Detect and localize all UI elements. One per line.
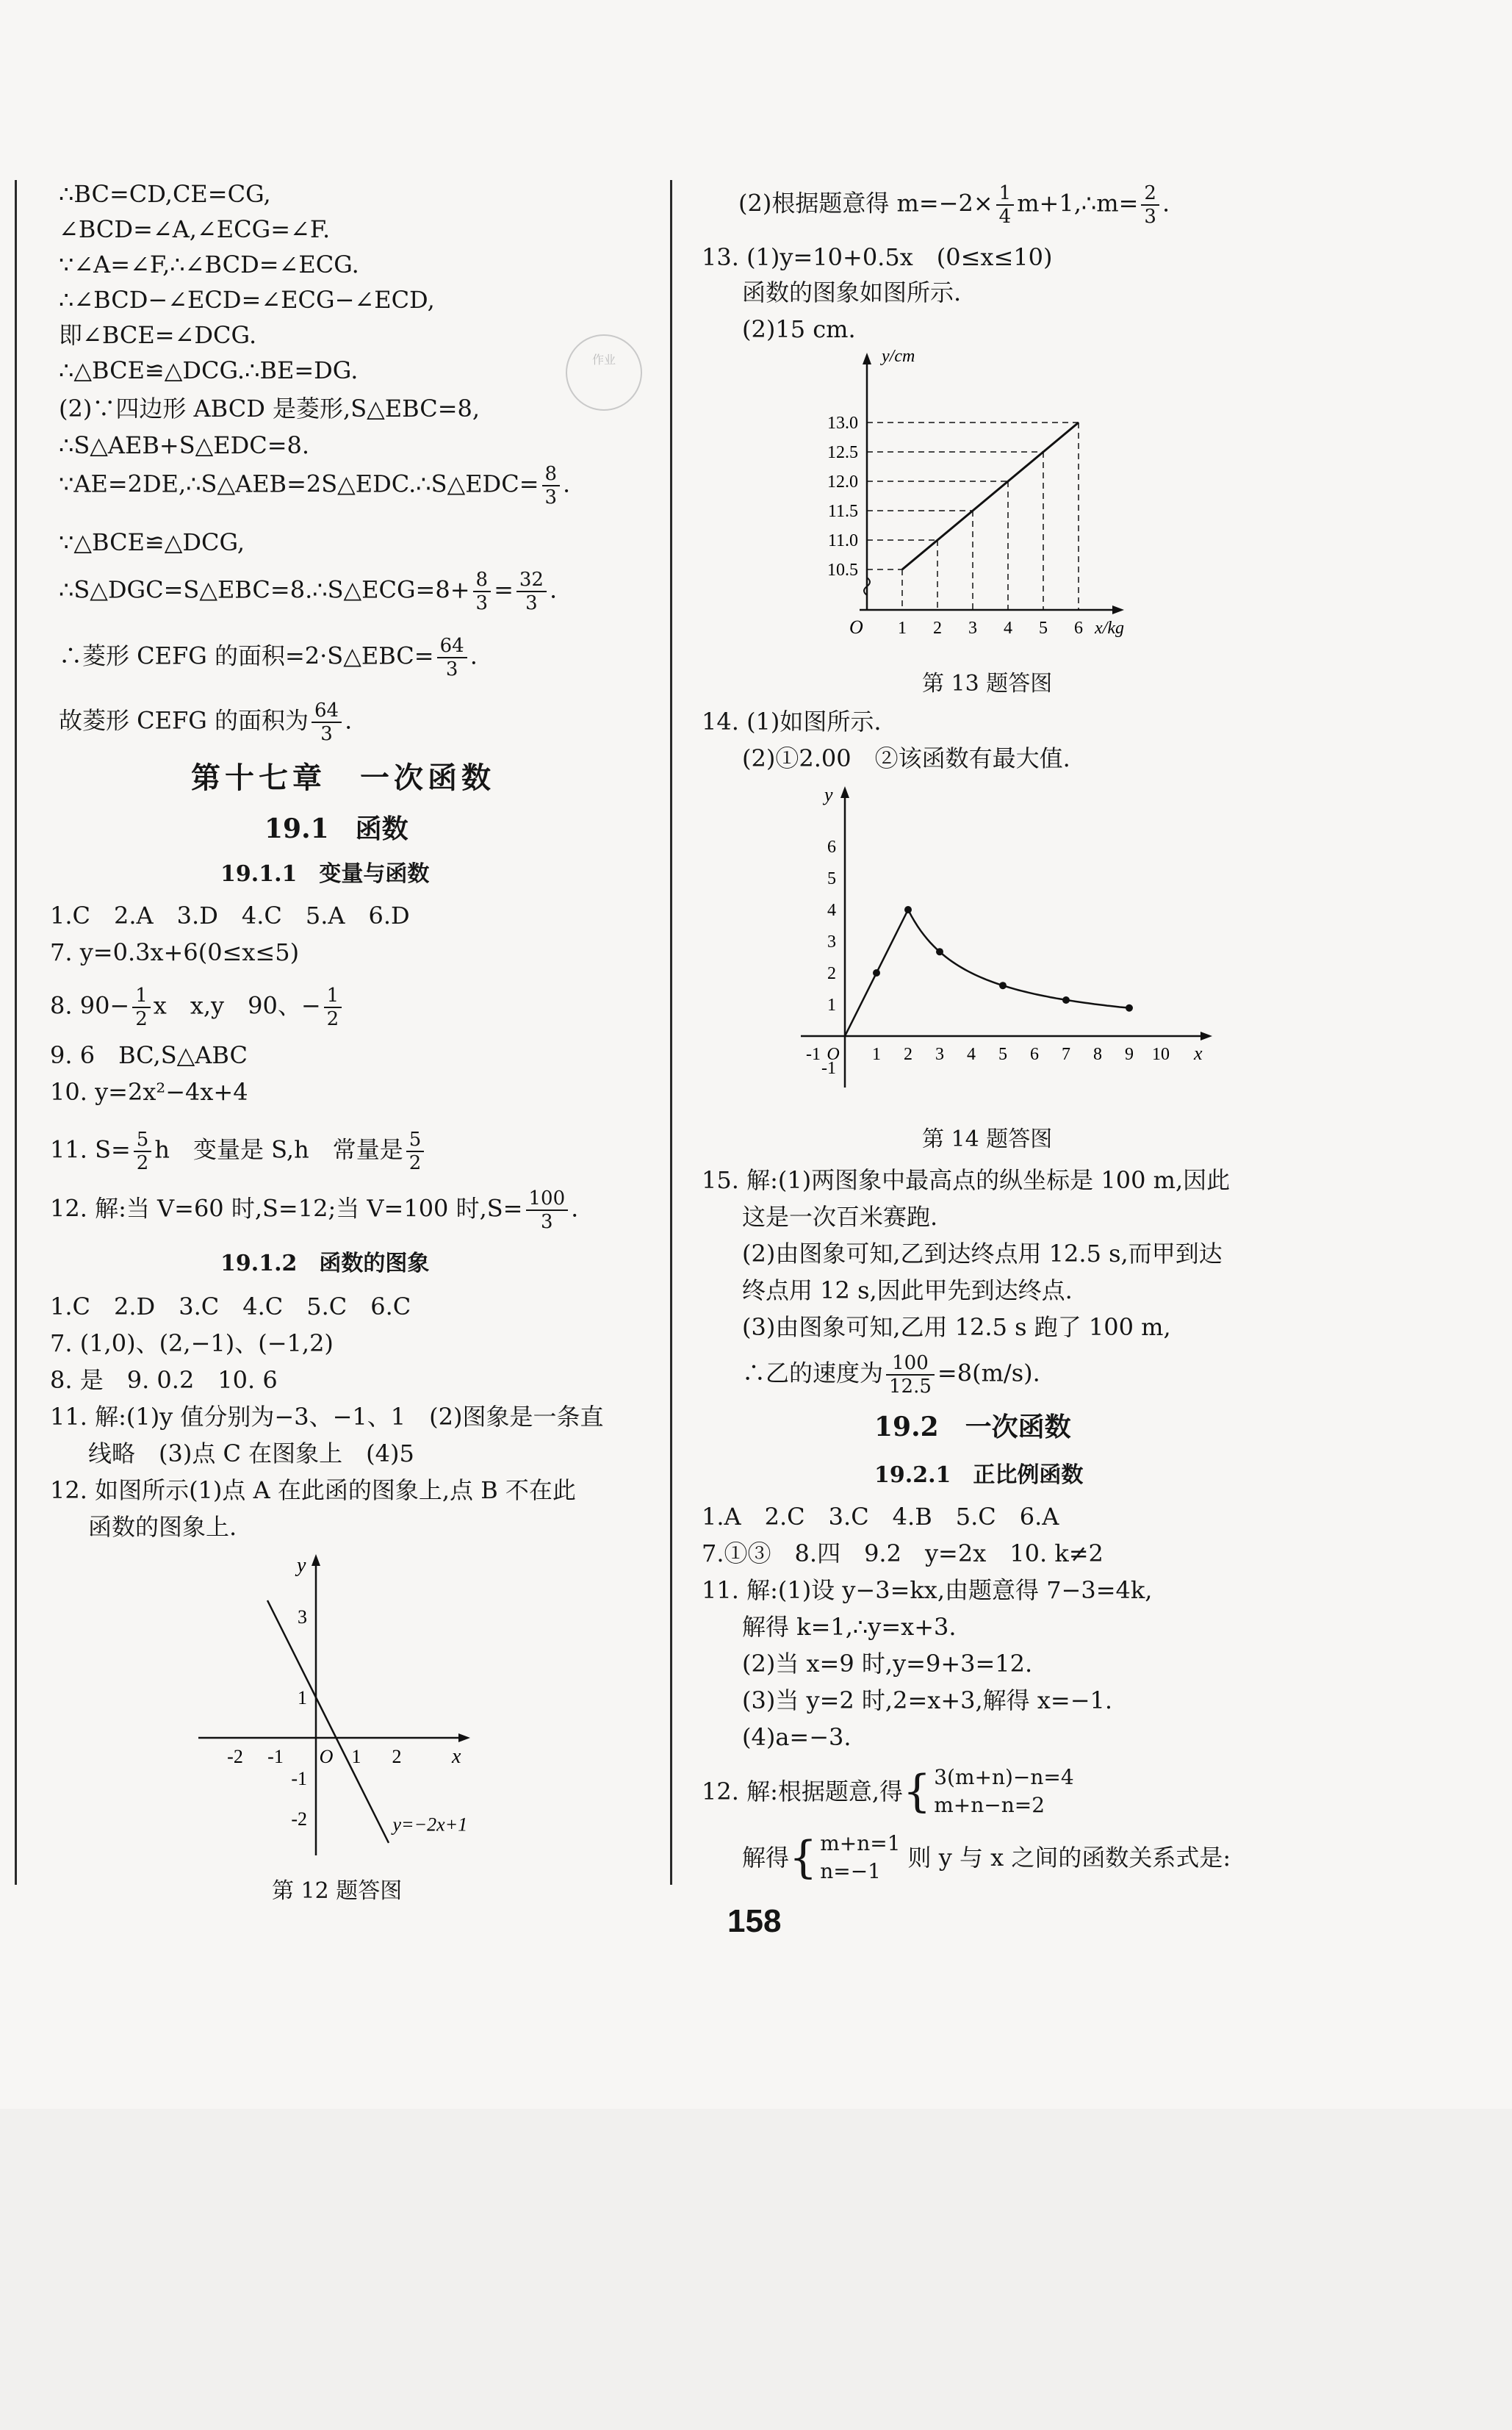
answer-9: 9. 6 BC,S△ABC — [50, 1041, 248, 1069]
x-tick-label: 7 — [1062, 1045, 1070, 1064]
x-tick-label: 6 — [1074, 619, 1083, 638]
brace: { — [903, 1766, 932, 1817]
proof-line-6: ∴△BCE≌△DCG.∴BE=DG. — [59, 356, 359, 384]
congruent-line: ∵△BCE≌△DCG, — [59, 528, 245, 556]
data-point — [873, 969, 880, 977]
figure-14-caption: 第 14 题答图 — [922, 1126, 1053, 1152]
proof-line-7: (2)∵四边形 ABCD 是菱形,S△EBC=8, — [59, 395, 480, 423]
section-19-2-title: 19.2 一次函数 — [874, 1412, 1071, 1442]
y-tick-label: 10.5 — [827, 561, 858, 580]
x-tick-label: 5 — [1039, 619, 1048, 638]
x-tick-label: 4 — [967, 1045, 976, 1064]
answer-10: 10. y=2x²−4x+4 — [50, 1078, 248, 1106]
y-tick-label: 1 — [827, 996, 836, 1015]
y-tick-label: 1 — [298, 1687, 307, 1708]
question-15-e: (3)由图象可知,乙用 12.5 s 跑了 100 m, — [742, 1313, 1171, 1341]
data-line — [267, 1600, 389, 1843]
graph-answers-1-6: 1.C 2.D 3.C 4.C 5.C 6.C — [50, 1293, 411, 1320]
proof-line-4: ∴∠BCD−∠ECD=∠ECG−∠ECD, — [59, 286, 435, 314]
proportional-answers-7-10: 7.①③ 8.四 9.2 y=2x 10. k≠2 — [702, 1539, 1104, 1567]
proportional-answer-12-system: 12. 解:根据题意,得{ 3(m+n)−n=4 m+n−n=2 — [702, 1765, 1074, 1817]
y-tick-label: 11.5 — [827, 502, 858, 521]
y-tick-label: 3 — [298, 1606, 307, 1628]
graph-answers-8-10: 8. 是 9. 0.2 10. 6 — [50, 1366, 278, 1394]
figure-12-caption: 第 12 题答图 — [272, 1878, 403, 1904]
proportional-answer-11-c: (2)当 x=9 时,y=9+3=12. — [742, 1650, 1033, 1678]
x-axis-arrow — [1112, 605, 1124, 614]
question-15-a: 15. 解:(1)两图象中最高点的纵坐标是 100 m,因此 — [702, 1166, 1231, 1194]
data-point — [936, 948, 943, 955]
x-tick-label: 3 — [935, 1045, 944, 1064]
proof-line-8: ∴S△AEB+S△EDC=8. — [59, 431, 310, 459]
ae-line: ∵AE=2DE,∴S△AEB=2S△EDC.∴S△EDC= $\frac{8}{3}$ . — [59, 463, 571, 508]
answer-12: 12. 解:当 V=60 时,S=12;当 V=100 时,S= $\frac{100}{3}$ . — [50, 1187, 579, 1233]
page-number: 158 — [727, 1903, 782, 1939]
data-line — [902, 423, 1079, 569]
x-tick-label: 9 — [1125, 1045, 1134, 1064]
figure-14-graph — [779, 779, 1234, 1124]
data-point — [1126, 1004, 1133, 1012]
x-axis-arrow — [458, 1733, 470, 1742]
y-axis-arrow — [863, 353, 871, 364]
y-axis-label: y — [297, 1554, 306, 1577]
subsection-19-1-1-title: 19.1.1 变量与函数 — [220, 861, 430, 887]
y-tick-label: 3 — [827, 932, 836, 952]
y-axis-label: y — [824, 784, 833, 805]
x-axis-label: x — [1194, 1043, 1203, 1064]
proof-line-1: ∴BC=CD,CE=CG, — [59, 180, 271, 208]
answers-1-6: 1.C 2.A 3.D 4.C 5.A 6.D — [50, 902, 410, 930]
y-tick-label: 11.0 — [827, 531, 858, 550]
x-tick-label: 2 — [392, 1746, 402, 1767]
y-axis-label: y/cm — [882, 347, 915, 366]
subsection-19-2-1-title: 19.2.1 正比例函数 — [874, 1462, 1084, 1488]
x-tick-label: 8 — [1093, 1045, 1102, 1064]
figure-12-graph — [184, 1547, 492, 1885]
proof-line-5: 即∠BCE=∠DCG. — [59, 321, 257, 349]
x-tick-label: 2 — [933, 619, 942, 638]
y-tick-label: 4 — [827, 901, 836, 920]
rhombus-area-line: ∴菱形 CEFG 的面积=2·S△EBC= $\frac{64}{3}$ . — [59, 635, 478, 680]
graph-answer-11-a: 11. 解:(1)y 值分别为−3、−1、1 (2)图象是一条直 — [50, 1403, 604, 1431]
proof-line-2: ∠BCD=∠A,∠ECG=∠F. — [59, 215, 331, 243]
proof-line-3: ∵∠A=∠F,∴∠BCD=∠ECG. — [59, 251, 359, 278]
data-curve-falling — [908, 910, 1129, 1008]
data-point — [999, 982, 1007, 989]
graph-answer-12-a: 12. 如图所示(1)点 A 在此函的图象上,点 B 不在此 — [50, 1476, 576, 1504]
y-tick-label: -1 — [291, 1768, 307, 1789]
question-15-f: ∴乙的速度为 $\frac{100}{12.5}$ =8(m/s). — [742, 1352, 1040, 1398]
m-line: (2)根据题意得 m=−2× $\frac{1}{4}$ m+1,∴m= $\frac{2}{3}$ . — [738, 182, 1170, 228]
x-axis-label: x — [452, 1745, 461, 1768]
y-axis-arrow — [840, 786, 849, 798]
chapter-title: 第十七章 一次函数 — [191, 761, 495, 795]
x-tick-label: 3 — [968, 619, 977, 638]
proportional-answer-11-e: (4)a=−3. — [742, 1723, 852, 1751]
x-tick-label: -2 — [227, 1746, 243, 1767]
proportional-answer-11-d: (3)当 y=2 时,2=x+3,解得 x=−1. — [742, 1686, 1113, 1714]
blank-margin — [0, 2109, 1512, 2430]
x-tick-label: 4 — [1004, 619, 1012, 638]
y-axis-arrow — [312, 1554, 320, 1566]
x-tick-label: 1 — [872, 1045, 881, 1064]
question-13-b: 函数的图象如图所示. — [742, 278, 962, 306]
section-19-1-title: 19.1 函数 — [264, 813, 408, 844]
subsection-19-1-2-title: 19.1.2 函数的图象 — [220, 1251, 430, 1276]
question-14-b: (2)①2.00 ②该函数有最大值. — [742, 744, 1070, 772]
line-label: y=−2x+1 — [392, 1813, 468, 1836]
question-13-c: (2)15 cm. — [742, 315, 856, 343]
figure-13-caption: 第 13 题答图 — [922, 671, 1053, 697]
fraction: $\frac{8}{3}$ — [542, 463, 561, 508]
conclusion-line: 故菱形 CEFG 的面积为 $\frac{64}{3}$ . — [59, 700, 353, 745]
x-axis-label: x/kg — [1095, 619, 1124, 638]
question-14-a: 14. (1)如图所示. — [702, 708, 882, 736]
proportional-answers-1-6: 1.A 2.C 3.C 4.B 5.C 6.A — [702, 1503, 1059, 1531]
figure-13-graph — [823, 345, 1205, 654]
x-tick-label: 5 — [998, 1045, 1007, 1064]
question-13-a: 13. (1)y=10+0.5x (0≤x≤10) — [702, 243, 1053, 271]
question-15-c: (2)由图象可知,乙到达终点用 12.5 s,而甲到达 — [742, 1240, 1223, 1268]
x-tick-label: 10 — [1152, 1045, 1170, 1064]
answer-8: 8. 90− $\frac{1}{2}$ x x,y 90、− $\frac{1}{2}$ — [50, 985, 345, 1030]
x-tick-label: -1 — [267, 1746, 284, 1767]
y-tick-label: 2 — [827, 964, 836, 983]
x-tick-label: 1 — [898, 619, 907, 638]
question-15-b: 这是一次百米赛跑. — [742, 1203, 938, 1231]
x-tick-label: 6 — [1030, 1045, 1039, 1064]
homework-stamp: 作业 — [566, 334, 642, 411]
data-point — [904, 906, 912, 913]
brace: { — [789, 1832, 818, 1883]
y-tick-label: 12.5 — [827, 443, 858, 462]
area-line: ∴S△DGC=S△EBC=8.∴S△ECG=8+ $\frac{8}{3}$ = $\frac{32}{3}$ . — [59, 569, 558, 614]
y-tick-label: 6 — [827, 838, 836, 857]
answer-11: 11. S= $\frac{5}{2}$ h 变量是 S,h 常量是 $\frac{5}{2}$ — [50, 1129, 427, 1174]
graph-answer-12-b: 函数的图象上. — [88, 1513, 237, 1541]
x-tick-label: 1 — [351, 1746, 361, 1767]
x-tick-label: O — [827, 1045, 840, 1064]
question-15-d: 终点用 12 s,因此甲先到达终点. — [742, 1276, 1073, 1304]
y-tick-label: 5 — [827, 869, 836, 888]
data-point — [1062, 996, 1070, 1004]
origin-label: O — [849, 617, 863, 638]
x-axis-arrow — [1200, 1032, 1212, 1040]
x-tick-label: 2 — [904, 1045, 912, 1064]
x-tick-label: -1 — [806, 1045, 821, 1064]
answer-7: 7. y=0.3x+6(0≤x≤5) — [50, 938, 300, 966]
center-column-rule — [670, 180, 672, 1885]
x-tick-label: O — [319, 1746, 334, 1767]
left-column-rule — [15, 180, 17, 1885]
proportional-answer-11-b: 解得 k=1,∴y=x+3. — [742, 1613, 957, 1641]
y-tick-label: -2 — [291, 1808, 307, 1830]
proportional-answer-12-solution: 解得{ m+n=1 n=−1 则 y 与 x 之间的函数关系式是: — [742, 1831, 1231, 1883]
y-tick-label: 13.0 — [827, 414, 858, 433]
graph-answer-11-b: 线略 (3)点 C 在图象上 (4)5 — [88, 1439, 414, 1467]
proportional-answer-11-a: 11. 解:(1)设 y−3=kx,由题意得 7−3=4k, — [702, 1576, 1153, 1604]
graph-answer-7: 7. (1,0)、(2,−1)、(−1,2) — [50, 1329, 334, 1357]
y-tick-label: -1 — [821, 1059, 836, 1078]
y-tick-label: 12.0 — [827, 472, 858, 492]
